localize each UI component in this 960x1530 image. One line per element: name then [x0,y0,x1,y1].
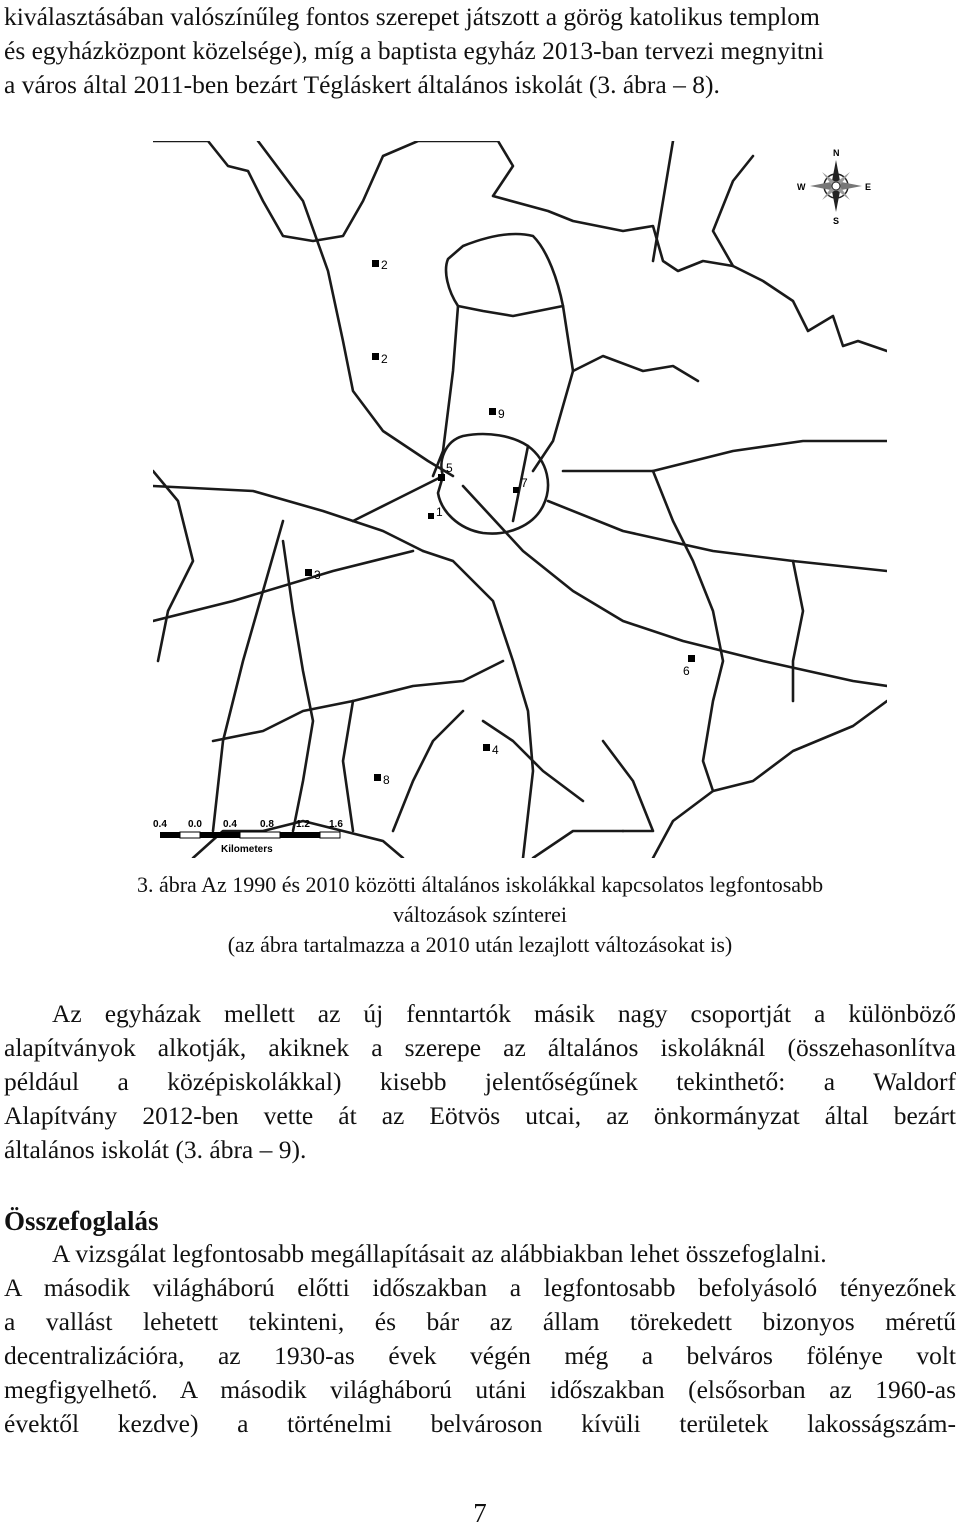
summary-paragraph [4,1237,956,1441]
text-line: és egyházközpont közelsége), míg a baptista egyház 2013-ban tervezi megnyitni [4,36,824,65]
compass-rose-icon [797,148,871,226]
road [483,721,583,801]
road [793,561,803,701]
text-line: a város által 2011-ben bezárt Tégláskert általános iskolát (3. ábra – 8). [4,70,720,99]
school-label: 7 [521,476,528,490]
school-marker [374,773,390,787]
city-boundary [653,701,887,858]
road [653,471,723,791]
scale-tick-label: 0.4 [223,819,237,830]
city-map-figure [153,141,887,858]
text-line: alapítványok alkotják, akiknek a szerepe az általános iskoláknál (összehasonlítva [4,1033,956,1062]
school-label: 2 [381,352,388,366]
section-heading: Összefoglalás [4,1206,159,1236]
text-line: megfigyelhető. A második világháború utáni időszakban (elsősorban az 1960-as [4,1375,956,1404]
scale-tick-label: 1.2 [296,819,310,830]
compass-east-label: E [865,182,872,192]
road [653,141,673,261]
intro-paragraph [4,0,956,102]
school-label: 9 [498,407,505,421]
school-marker [683,655,695,678]
text-line: Az egyházak mellett az új fenntartók másik nagy csoportját a különböző [52,999,956,1028]
road [213,521,283,831]
caption-line: 3. ábra Az 1990 és 2010 közötti általános iskolákkal kapcsolatos legfontosabb [136,872,824,897]
school-label: 5 [446,461,453,475]
road [563,441,887,471]
school-markers [305,258,695,787]
caption-line: (az ábra tartalmazza a 2010 után lezajlott változásokat is) [227,932,733,957]
city-boundary [153,471,193,661]
road [548,501,887,571]
page-number: 7 [473,1498,487,1528]
road [573,356,698,381]
school-marker [513,476,528,493]
compass-south-label: S [833,216,840,226]
text-line: A vizsgálat legfontosabb megállapításait az alábbiakban lehet összefoglalni. [52,1239,827,1268]
school-label: 3 [314,568,321,582]
text-line: például a középiskolákkal) kisebb jelentőségűnek tekinthető: a Waldorf [4,1067,956,1096]
school-label: 4 [492,743,499,757]
text-line: A második világháború előtti időszakban a legfontosabb befolyásoló tényezőnek [4,1273,956,1302]
school-marker [372,258,388,272]
text-line: általános iskolát (3. ábra – 9). [4,1135,307,1164]
text-line: évektől kezdve) a történelmi belvároson kívüli területek lakosságszám- [4,1409,956,1438]
school-marker [428,505,443,519]
road [446,234,563,316]
scale-tick-label: 1.6 [329,819,343,830]
school-marker [372,352,388,366]
city-map [153,141,887,858]
school-marker [489,407,505,421]
text-line: kiválasztásában valószínűleg fontos szerepet játszott a görög katolikus templom [4,2,820,31]
road [393,711,463,831]
text-line: decentralizációra, az 1930-as évek végén még a belváros fölénye volt [4,1341,956,1370]
school-label: 1 [436,505,443,519]
road [153,486,423,551]
caption-line: változások színterei [392,902,568,927]
road [713,156,753,266]
city-boundary [533,831,623,858]
school-label: 8 [383,773,390,787]
road [533,306,573,471]
school-label: 2 [381,258,388,272]
figure-caption [0,870,960,960]
compass-west-label: W [797,182,806,192]
scale-tick-label: 0.8 [260,819,274,830]
road [258,141,453,476]
body-paragraph [4,997,956,1167]
scale-tick-label: 0.0 [188,819,202,830]
scale-tick-label: 0.4 [153,819,167,830]
road [213,661,503,741]
road-network [153,141,887,858]
scale-unit-label: Kilometers [221,844,273,855]
road [463,486,887,686]
road [343,701,353,831]
text-line: a vallást lehetett tekinteni, és bár az állam törekedett bizonyos méretű [4,1307,956,1336]
road [423,551,533,858]
compass-north-label: N [833,148,840,158]
school-marker [483,743,499,757]
road [603,741,653,831]
school-label: 6 [683,664,690,678]
city-boundary [153,141,887,351]
text-line: Alapítvány 2012-ben vette át az Eötvös utcai, az önkormányzat által bezárt [4,1101,956,1130]
